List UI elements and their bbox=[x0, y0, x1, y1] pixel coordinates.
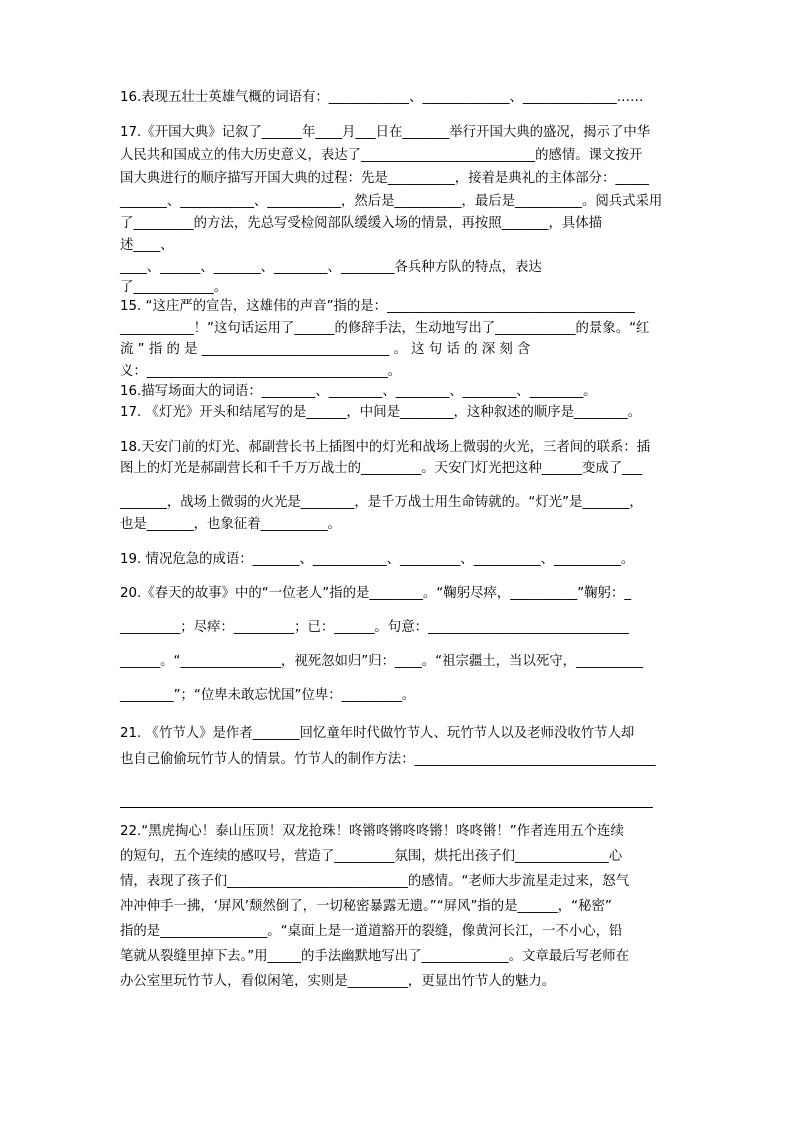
worksheet-line: 了_________的方法，先总写受检阅部队缓缓入场的情景，再按照_______，具体描 bbox=[120, 216, 603, 231]
worksheet-line: 流 ” 指 的 是 ____________________________ 。 这 句 话 的 深 刻 含 bbox=[120, 342, 531, 357]
worksheet-line: 16.描写场面大的词语：________、________、________、________、________。 bbox=[120, 384, 597, 399]
worksheet-line: 17. 《灯光》开头和结尾写的是______，中间是________，这种叙述的顺序是________。 bbox=[120, 405, 642, 420]
worksheet-line: 20.《春天的故事》中的“一位老人”指的是________。“鞠躬尽瘁，__________”鞠躬：_ bbox=[120, 586, 632, 601]
worksheet-line: 办公室里玩竹节人，看似闲笔，实则是_________，更显出竹节人的魅力。 bbox=[120, 974, 556, 989]
worksheet-line: 22.“黑虎掏心！泰山压顶！双龙抢珠！咚锵咚锵咚咚锵！咚咚锵！”作者连用五个连续 bbox=[120, 824, 624, 839]
worksheet-line: 18.天安门前的灯光、郝副营长书上插图中的灯光和战场上微弱的火光，三者间的联系：插 bbox=[120, 440, 651, 455]
worksheet-line: ____、______、_______、________、________各兵种方队的特点，表达 bbox=[120, 260, 542, 275]
worksheet-line: 21. 《竹节人》是作者_______回忆童年时代做竹节人、玩竹节人以及老师没收竹节人却 bbox=[120, 726, 635, 741]
worksheet-line: 述____、 bbox=[120, 238, 174, 253]
worksheet-line: _________；尽瘁：_________；已：______。句意：______________________________ bbox=[120, 620, 629, 635]
worksheet-line: 了____________。 bbox=[120, 280, 228, 295]
worksheet-line: 冲冲伸手一拂，‘屏风’颓然倒了，一切秘密暴露无遗。”“屏风”指的是______，“秘密” bbox=[120, 899, 612, 914]
worksheet-line: 义：____________________________________。 bbox=[120, 364, 402, 379]
worksheet-line: 图上的灯光是郝副营长和千千万万战士的_________。天安门灯光把这种______变成了___ bbox=[120, 461, 643, 476]
worksheet-line: 16.表现五壮士英雄气概的词语有：____________、_____________、______________…… bbox=[120, 90, 644, 105]
worksheet-line: 也自己偷偷玩竹节人的情景。竹节人的制作方法：____________________________________ bbox=[120, 752, 656, 767]
worksheet-line: 指的是________________。“桌面上是一道道豁开的裂缝，像黄河长江，一不小心，铅 bbox=[120, 924, 623, 939]
worksheet-line: ______。“_______________，视死忽如归”归：____。“祖宗疆土，当以死守，__________ bbox=[120, 654, 643, 669]
worksheet-line: 15. “这庄严的宣告，这雄伟的声音”指的是：_____________________________________ bbox=[120, 299, 635, 314]
worksheet-line: _______，战场上微弱的火光是________，是千万战士用生命铸就的。“灯光”是_______， bbox=[120, 495, 643, 510]
worksheet-line: 也是_______，也象征着__________。 bbox=[120, 517, 341, 532]
worksheet-line: 的短句，五个连续的感叹号，营造了_________氛围，烘托出孩子们______________心 bbox=[120, 849, 623, 864]
worksheet-line: 人民共和国成立的伟大历史意义，表达了__________________________的感情。课文按开 bbox=[120, 148, 643, 163]
worksheet-line: _______、___________、___________，然后是__________，最后是__________。阅兵式采用 bbox=[120, 194, 663, 209]
worksheet-line: 笔就从裂缝里掉下去。”用_____的手法幽默地写出了_____________。文章最后写老师在 bbox=[120, 949, 630, 964]
worksheet-line: 国大典进行的顺序描写开国大典的过程：先是__________，接着是典礼的主体部分：_____ bbox=[120, 171, 649, 186]
worksheet-line: 17.《开国大典》记叙了______年____月___日在_______举行开国大典的盛况，揭示了中华 bbox=[120, 125, 651, 140]
worksheet-line: ________”；“位卑未敢忘忧国”位卑：_________。 bbox=[120, 688, 416, 703]
worksheet-line: 19. 情况危急的成语：_______、___________、_________、__________、__________。 bbox=[120, 552, 635, 567]
answer-blank-line bbox=[120, 807, 653, 808]
worksheet-line: 情，表现了孩子们___________________________的感情。“老师大步流星走过来，怒气 bbox=[120, 874, 630, 889]
worksheet-line: ___________！”这句话运用了______的修辞手法，生动地写出了____________的景象。“红 bbox=[120, 321, 650, 336]
